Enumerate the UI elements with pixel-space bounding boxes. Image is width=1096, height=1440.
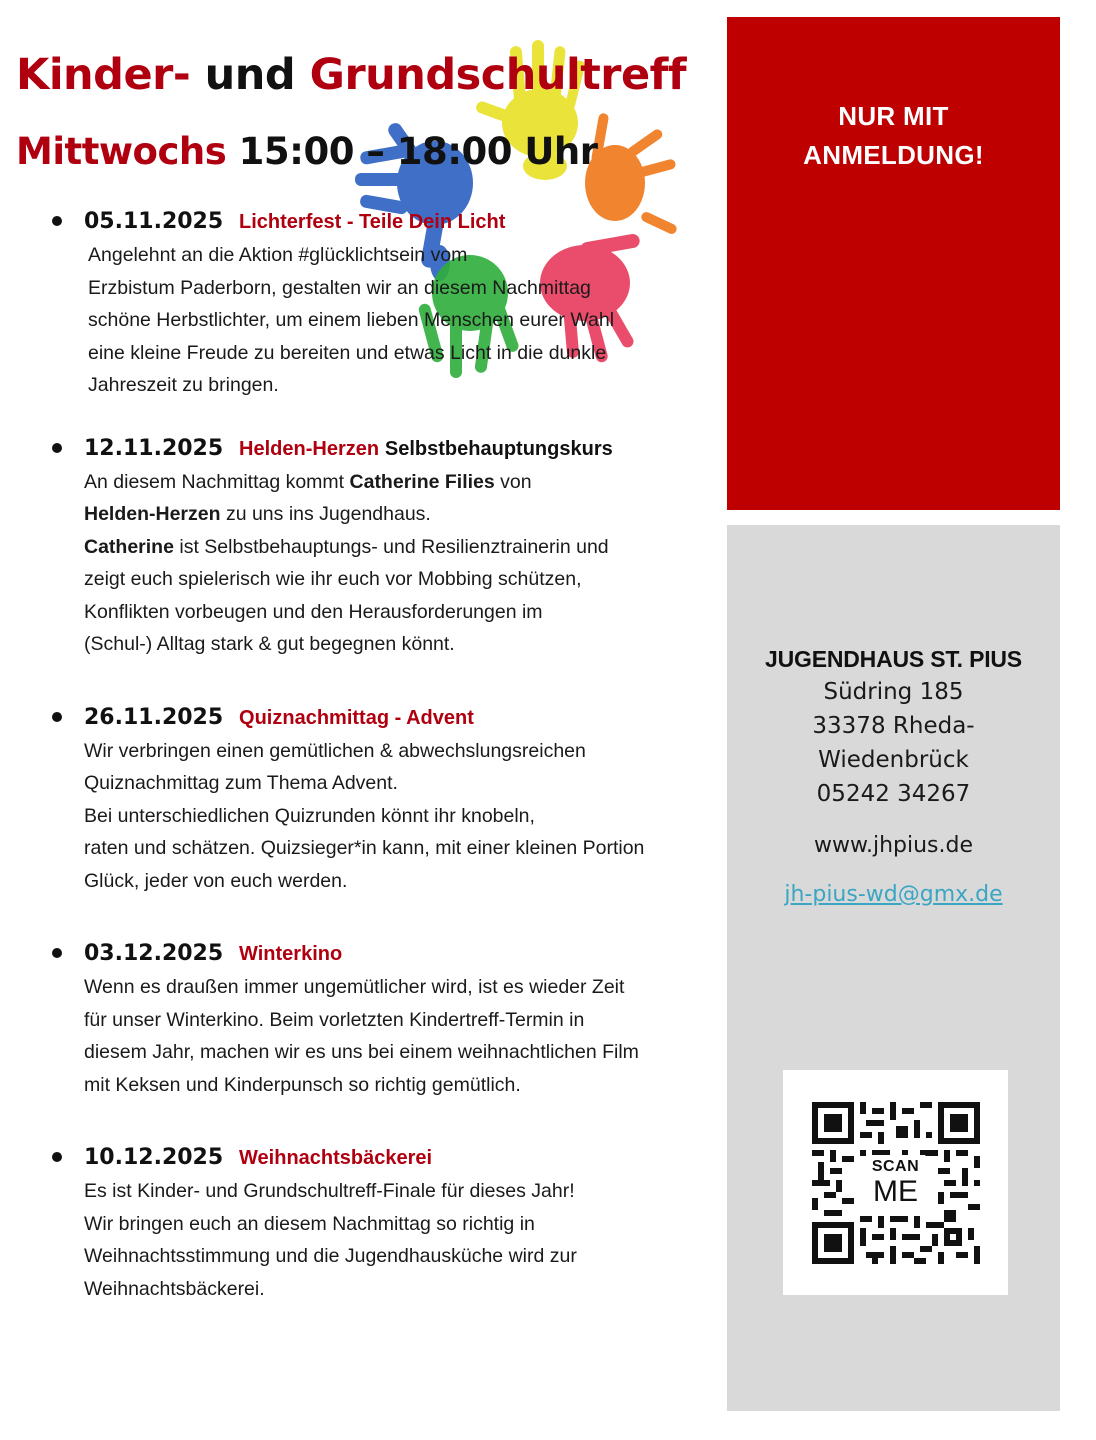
notice-line: ANMELDUNG! — [803, 139, 984, 170]
email-link[interactable]: jh-pius-wd@gmx.de — [784, 882, 1003, 907]
description-line: Konflikten vorbeugen und den Herausforderungen im — [84, 600, 543, 623]
event-title: Lichterfest - Teile Dein Licht — [239, 211, 506, 233]
description-line: für unser Winterkino. Beim vorletzten Kindertreff-Termin in — [84, 1008, 585, 1031]
description-line: Wir verbringen einen gemütlichen & abwechslungsreichen — [84, 739, 586, 762]
event-list — [48, 205, 728, 1305]
registration-notice-box — [727, 17, 1060, 510]
event-title: Weihnachtsbäckerei — [239, 1147, 433, 1169]
qr-code-box[interactable] — [783, 1070, 1008, 1295]
event-date: 05.11.2025 — [84, 209, 224, 234]
event-header — [84, 1141, 728, 1175]
event-title: Winterkino — [239, 943, 343, 965]
event-date: 12.11.2025 — [84, 435, 224, 461]
scan-me-label — [866, 1155, 925, 1211]
description-line — [84, 498, 728, 531]
title-kinder: Kinder- — [16, 50, 191, 100]
event-date: 03.12.2025 — [84, 941, 224, 966]
page-subtitle — [16, 130, 598, 173]
description-line: eine kleine Freude zu bereiten und etwas Licht in die dunkle — [88, 341, 607, 364]
event-title: Helden-Herzen — [239, 437, 380, 460]
scan-text: SCAN — [871, 1157, 920, 1175]
event-header — [84, 205, 728, 239]
description-line: Wenn es draußen immer ungemütlicher wird, ist es wieder Zeit — [84, 976, 625, 998]
text: An diesem Nachmittag kommt — [84, 470, 350, 493]
bullet-icon — [52, 948, 62, 958]
trainer-first-name: Catherine — [84, 535, 174, 558]
description-line: Quiznachmittag zum Thema Advent. — [84, 772, 398, 794]
description-line: diesem Jahr, machen wir es uns bei einem weihnachtlichen Film — [84, 1041, 639, 1063]
text: ist Selbstbehauptungs- und Resilienztrainerin und — [173, 535, 609, 558]
org-name: Helden-Herzen — [84, 503, 221, 525]
event-description — [84, 735, 728, 898]
qr-code-icon[interactable] — [812, 1102, 980, 1264]
description-line: Jahreszeit zu bringen. — [88, 374, 279, 396]
description-line — [84, 531, 728, 564]
event-date: 26.11.2025 — [84, 704, 224, 730]
event-date: 10.12.2025 — [84, 1145, 224, 1170]
description-line — [84, 466, 728, 499]
description-line: Erzbistum Paderborn, gestalten wir an diesem Nachmittag — [88, 276, 591, 299]
description-line: schöne Herbstlichter, um einem lieben Menschen eurer Wahl — [88, 309, 615, 331]
subtitle-time: 15:00 – 18:00 Uhr — [238, 130, 598, 173]
street-address: Südring 185 — [823, 679, 964, 705]
description-line: Weihnachtsstimmung und die Jugendhausküche wird zur — [84, 1245, 577, 1267]
trainer-name: Catherine Filies — [349, 470, 495, 493]
event-title: Quiznachmittag - Advent — [239, 706, 474, 729]
text: von — [494, 470, 532, 493]
text: zu uns ins Jugendhaus. — [220, 503, 431, 525]
event-description — [84, 1175, 728, 1305]
bullet-icon — [52, 443, 62, 453]
organization-name: JUGENDHAUS ST. PIUS — [765, 646, 1022, 672]
event-item — [48, 701, 728, 898]
description-line: Wir bringen euch an diesem Nachmittag so richtig in — [84, 1212, 535, 1235]
event-description — [84, 239, 728, 402]
description-line: raten und schätzen. Quizsieger*in kann, mit einer kleinen Portion — [84, 837, 645, 859]
city-line-1: 33378 Rheda- — [812, 713, 975, 739]
event-item — [48, 205, 728, 402]
event-header — [84, 701, 728, 735]
bullet-icon — [52, 216, 62, 226]
description-line: (Schul-) Alltag stark & gut begegnen könnt. — [84, 633, 455, 655]
phone-number: 05242 34267 — [816, 781, 971, 807]
event-description — [84, 971, 728, 1101]
event-description — [84, 466, 728, 661]
contact-panel — [727, 525, 1060, 1411]
contact-info — [727, 643, 1060, 907]
subtitle-day: Mittwochs — [16, 130, 227, 173]
notice-line: NUR MIT — [838, 100, 949, 131]
title-grundschultreff: Grundschultreff — [309, 50, 687, 100]
city-line-2: Wiedenbrück — [818, 747, 969, 773]
bullet-icon — [52, 712, 62, 722]
event-title-suffix: Selbstbehauptungskurs — [384, 437, 613, 460]
description-line: Angelehnt an die Aktion #glücklichtsein vom — [88, 244, 468, 266]
me-text: ME — [873, 1174, 918, 1208]
description-line: Glück, jeder von euch werden. — [84, 869, 348, 892]
event-item — [48, 432, 728, 661]
description-line: zeigt euch spielerisch wie ihr euch vor Mobbing schützen, — [84, 568, 582, 590]
event-header — [84, 937, 728, 971]
page-title — [16, 50, 686, 100]
event-header — [84, 432, 728, 466]
bullet-icon — [52, 1152, 62, 1162]
description-line: Weihnachtsbäckerei. — [84, 1277, 265, 1300]
website-link[interactable]: www.jhpius.de — [814, 833, 973, 858]
event-item — [48, 937, 728, 1101]
title-und: und — [204, 50, 296, 100]
description-line: Bei unterschiedlichen Quizrunden könnt ihr knobeln, — [84, 804, 535, 827]
registration-notice — [803, 97, 984, 175]
event-item — [48, 1141, 728, 1305]
description-line: Es ist Kinder- und Grundschultreff-Finale für dieses Jahr! — [84, 1180, 575, 1202]
description-line: mit Keksen und Kinderpunsch so richtig gemütlich. — [84, 1073, 521, 1096]
